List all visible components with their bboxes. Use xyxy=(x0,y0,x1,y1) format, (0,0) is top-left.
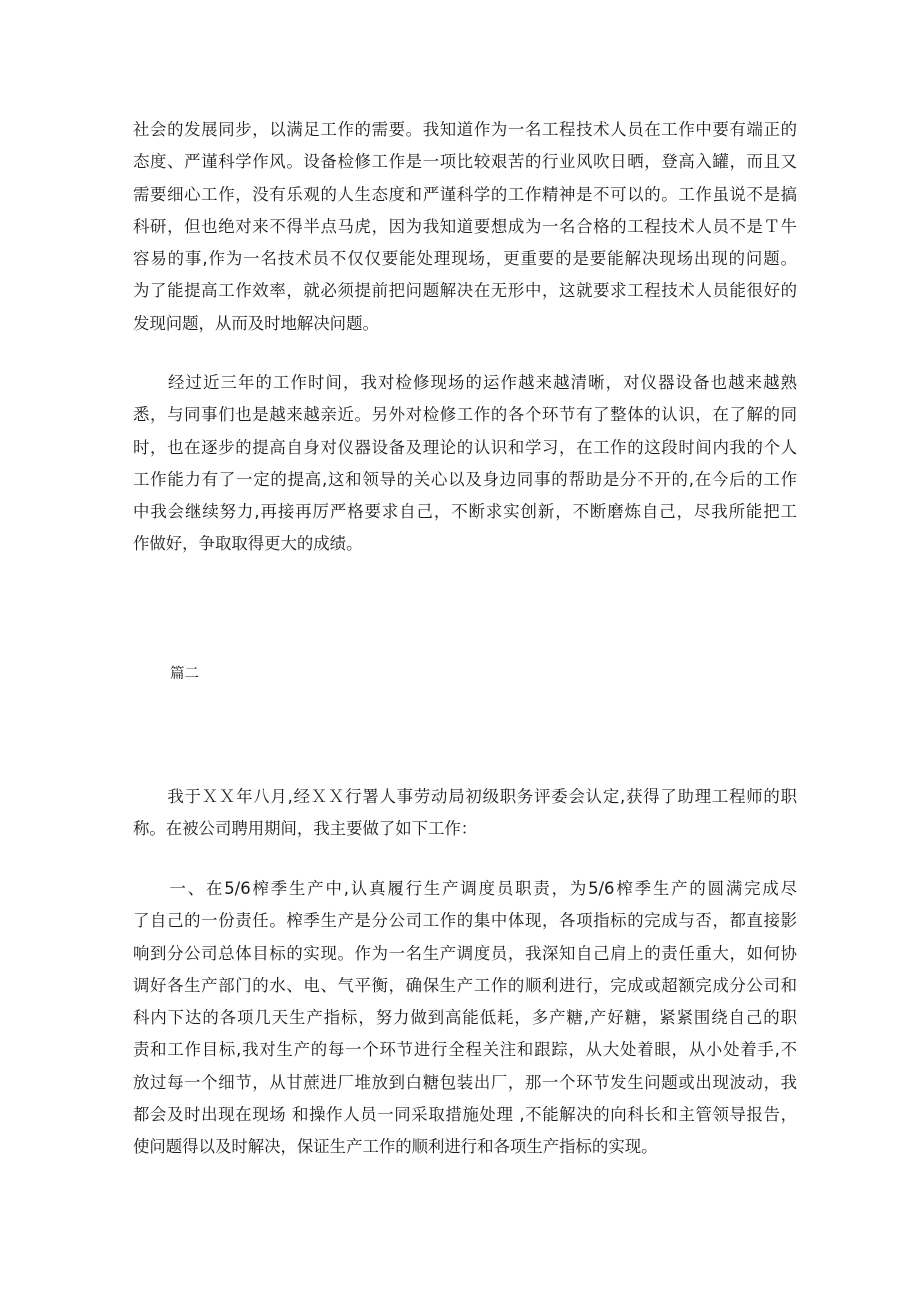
paragraph-line: 科研，但也绝对来不得半点马虎，因为我知道要想成为一名合格的工程技术人员不是Ｔ牛 xyxy=(133,216,797,236)
paragraph-line: 需要细心工作，没有乐观的人生态度和严谨科学的工作精神是不可以的。工作虽说不是搞 xyxy=(133,184,797,204)
paragraph-line: 经过近三年的工作时间，我对检修现场的运作越来越清晰，对仪器设备也越来越熟 xyxy=(133,373,797,392)
paragraph-line: 放过每一个细节，从甘蔗进厂堆放到白糖包装出厂，那一个环节发生问题或出现波动，我 xyxy=(133,1072,797,1092)
paragraph-line: 都会及时出现在现场 和操作人员一同采取措施处理 ,不能解决的向科长和主管领导报告， xyxy=(133,1105,797,1125)
paragraph-line: 我于ＸＸ年八月,经ＸＸ行署人事劳动局初级职务评委会认定,获得了助理工程师的职 xyxy=(133,787,797,806)
paragraph-line: 悉，与同事们也是越来越亲近。另外对检修工作的各个环节有了整体的认识，在了解的同 xyxy=(133,405,797,425)
paragraph-line: 响到分公司总体目标的实现。作为一名生产调度员，我深知自己肩上的责任重大，如何协 xyxy=(133,943,797,963)
paragraph-line: 中我会继续努力,再接再厉严格要求自己，不断求实创新，不断磨炼自己，尽我所能把工 xyxy=(133,502,797,522)
paragraph-line: 科内下达的各项几天生产指标，努力做到高能低耗，多产糖,产好糖，紧紧围绕自己的职 xyxy=(133,1008,797,1028)
paragraph-line: 社会的发展同步，以满足工作的需要。我知道作为一名工程技术人员在工作中要有端正的 xyxy=(133,120,797,139)
paragraph-line: 使问题得以及时解决，保证生产工作的顺利进行和各项生产指标的实现。 xyxy=(133,1137,658,1157)
paragraph-line: 态度、严谨科学作风。设备检修工作是一项比较艰苦的行业风吹日晒，登高入罐，而且又 xyxy=(133,152,797,172)
paragraph-line: 时，也在逐步的提高自身对仪器设备及理论的认识和学习，在工作的这段时间内我的个人 xyxy=(133,437,797,457)
section-heading: 篇二 xyxy=(170,666,199,682)
paragraph-line: 调好各生产部门的水、电、气平衡，确保生产工作的顺利进行，完成或超额完成分公司和 xyxy=(133,975,797,995)
paragraph-line: 容易的事,作为一名技术员不仅仅要能处理现场，更重要的是要能解决现场出现的问题。 xyxy=(133,249,797,269)
paragraph-2 xyxy=(133,367,797,561)
paragraph-1 xyxy=(133,114,797,340)
paragraph-line: 了自己的一份责任。榨季生产是分公司工作的集中体现，各项指标的完成与否，都直接影 xyxy=(133,911,797,931)
paragraph-4 xyxy=(133,873,797,1164)
paragraph-line: 作做好，争取取得更大的成绩。 xyxy=(133,534,363,554)
paragraph-3 xyxy=(133,781,797,846)
paragraph-line: 一、在5/6榨季生产中,认真履行生产调度员职责，为5/6榨季生产的圆满完成尽 xyxy=(133,879,797,898)
paragraph-line: 发现问题，从而及时地解决问题。 xyxy=(133,313,379,333)
paragraph-line: 责和工作目标,我对生产的每一个环节进行全程关注和跟踪，从大处着眼，从小处着手,不 xyxy=(133,1040,797,1060)
paragraph-line: 为了能提高工作效率，就必须提前把问题解决在无形中，这就要求工程技术人员能很好的 xyxy=(133,281,797,301)
paragraph-line: 称。在被公司聘用期间，我主要做了如下工作： xyxy=(133,819,478,839)
paragraph-line: 工作能力有了一定的提高,这和领导的关心以及身边同事的帮助是分不开的,在今后的工作 xyxy=(133,469,797,489)
